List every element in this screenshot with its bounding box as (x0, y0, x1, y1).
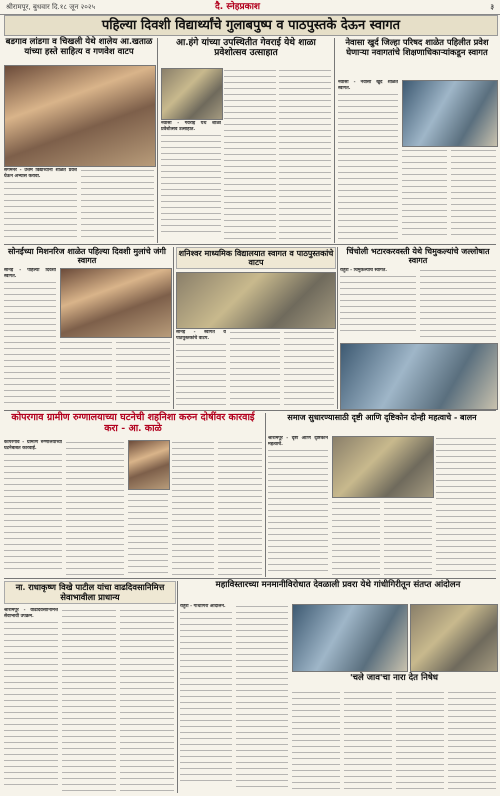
story10-body (180, 610, 232, 786)
story2-photo (161, 68, 223, 120)
story4-lead: सोनई - पहिल्या दिवशी स्वागत. (4, 268, 56, 280)
story7-body-col2 (66, 440, 124, 575)
story6-body-col2 (420, 268, 496, 340)
divider (265, 413, 266, 577)
story4-photo (60, 268, 172, 338)
story10-lead: राहुरी - गांधीगिरी आंदोलन. (180, 604, 226, 609)
story7-headline: कोपरगाव ग्रामीण रुग्णालयाच्या घटनेची शहनिशा करुन दोषींवर कारवाई करा - आ. काळे (11, 412, 255, 434)
story2-body-col3 (279, 68, 331, 240)
story8-text (268, 436, 328, 575)
story8-lead: श्रीरामपूर - दृष्टी आणि दृष्टिकोन महत्वाचे. (268, 436, 328, 448)
story2-body (161, 133, 221, 237)
divider (4, 244, 496, 245)
story10-body-col2 (236, 604, 288, 792)
divider (337, 247, 338, 409)
story8-body-col3 (384, 500, 432, 575)
story9-body (4, 620, 58, 790)
divider (157, 38, 158, 243)
story1-headline: बडगाव लांडगा व चिखली येथे शालेय आ.खताळ यांच्या हस्ते साहित्य व गणवेश वाटप (5, 37, 153, 57)
story11-body (292, 690, 340, 792)
divider (4, 578, 496, 579)
divider (4, 410, 496, 411)
story11-body-col4 (448, 690, 496, 792)
story3-text (338, 80, 398, 240)
story9-lead: श्रीरामपूर - वाढदिवसानिमित्त सेवाभावी उपक्रम. (4, 608, 58, 620)
story9-body-col3 (120, 608, 174, 792)
story9-body-col2 (62, 608, 116, 792)
story5-body-col3 (284, 330, 334, 408)
story7-body-col4 (172, 440, 214, 575)
story7-lead: कोपरगाव - ग्रामीण रुग्णालयाच्या घटनेबाबत कारवाई. (4, 440, 62, 452)
story8-body-col2 (332, 500, 380, 575)
masthead: दै. स्नेहप्रकाश (215, 2, 261, 12)
header-date: श्रीरामपूर, बुधवार दि.१८ जून २०२५ (6, 3, 96, 11)
story5-body-col2 (230, 330, 280, 408)
story5-headline: शनिश्वर माध्यमिक विद्यालयात स्वागत व पाठपुस्तकांचे वाटप (176, 247, 336, 269)
story7-body-col5 (218, 440, 262, 575)
story11-headline: 'चले जाव'चा नारा देत निषेध (349, 673, 439, 683)
story7-text (4, 440, 62, 575)
story2-headline: आ.हंगे यांच्या उपस्थितीत गेवराई येथे शाळा प्रवेशोत्सव उत्साहात (176, 38, 316, 59)
story3-body (338, 92, 398, 240)
story3-photo (402, 80, 498, 147)
story11-body-col2 (344, 690, 392, 792)
divider (177, 581, 178, 793)
story2-text (161, 121, 221, 239)
story1-lead: संगमनेर - उत्तम विद्यार्थ्यांनी शाळेत प्रवेश घेऊन अभ्यास करावा. (4, 168, 77, 180)
story9-headline: ना. राधाकृष्ण विखे पाटील यांचा वाढदिवसानिमित्त सेवाभावीला प्राधान्य (4, 581, 176, 604)
story10-text (180, 604, 232, 792)
story6-photo (340, 343, 498, 410)
story3-body-col3 (451, 148, 496, 240)
story2-body-col2 (224, 68, 276, 240)
story4-body-col2 (60, 340, 112, 408)
story7-body (4, 452, 62, 574)
page-header (0, 0, 500, 15)
story8-body-col4 (436, 436, 496, 575)
story5-text (176, 330, 226, 408)
story3-lead: नेवासा - नेवासा खुर्द शाळेत स्वागत. (338, 80, 398, 92)
story6-body (340, 274, 416, 334)
story10-photo2 (410, 604, 498, 672)
story1-text (4, 168, 77, 240)
story8-headline: समाज सुधारण्यासाठी दृष्टी आणि दृष्टिकोन दोन्ही महत्वाचे - बालन (287, 412, 477, 422)
story7-photo (128, 440, 170, 490)
story6-text (340, 268, 416, 340)
story5-lead: सोनई - स्वागत व पाठपुस्तकांचे वाटप. (176, 330, 226, 342)
story4-text (4, 268, 56, 408)
story5-photo (176, 272, 336, 329)
divider (334, 38, 335, 243)
story11-body-col3 (396, 690, 444, 792)
story6-headline: चिंचोली भटारकरवस्ती येथे चिमुकल्यांचे जल्लोषात स्वागत (346, 246, 490, 266)
story3-body-col2 (402, 148, 447, 240)
story3-headline: नेवासा खुर्द जिल्हा परिषद शाळेत पहिलीत प्रवेश घेणाऱ्या नवागतांचे शिक्षणाधिकाऱ्यांकडून स्वागत (345, 37, 489, 57)
story4-headline: सोनईच्या मिशनरिज शाळेत पहिल्या दिवशी मुलांचे जंगी स्वागत (8, 246, 166, 266)
story2-lead: नेवासा - गेवराई येथे शाळा प्रवेशोत्सव उत्साहात. (161, 121, 221, 133)
page-number: ३ (490, 3, 494, 11)
story1-body-col2 (81, 168, 154, 240)
page-banner: पहिल्या दिवशी विद्यार्थ्यांचे गुलाबपुष्प व पाठपुस्तके देऊन स्वागत (4, 15, 498, 36)
story1-photo (4, 65, 156, 167)
story4-body-col3 (116, 340, 170, 408)
story8-photo (332, 436, 434, 498)
story5-body (176, 342, 226, 408)
story10-headline: महाविस्तारच्या मनमानीविरोधात देवळाली प्रवरा येथे गांधीगिरीतून संतप्त आंदोलन (215, 580, 461, 590)
story9-text (4, 608, 58, 792)
story4-body (4, 280, 56, 408)
divider (173, 247, 174, 409)
story6-lead: राहुरी - चिमुकल्यांचे स्वागत. (340, 268, 388, 273)
story7-body-col3 (128, 492, 168, 575)
story8-body (268, 448, 328, 574)
story1-body (4, 180, 77, 240)
story10-photo (292, 604, 408, 672)
